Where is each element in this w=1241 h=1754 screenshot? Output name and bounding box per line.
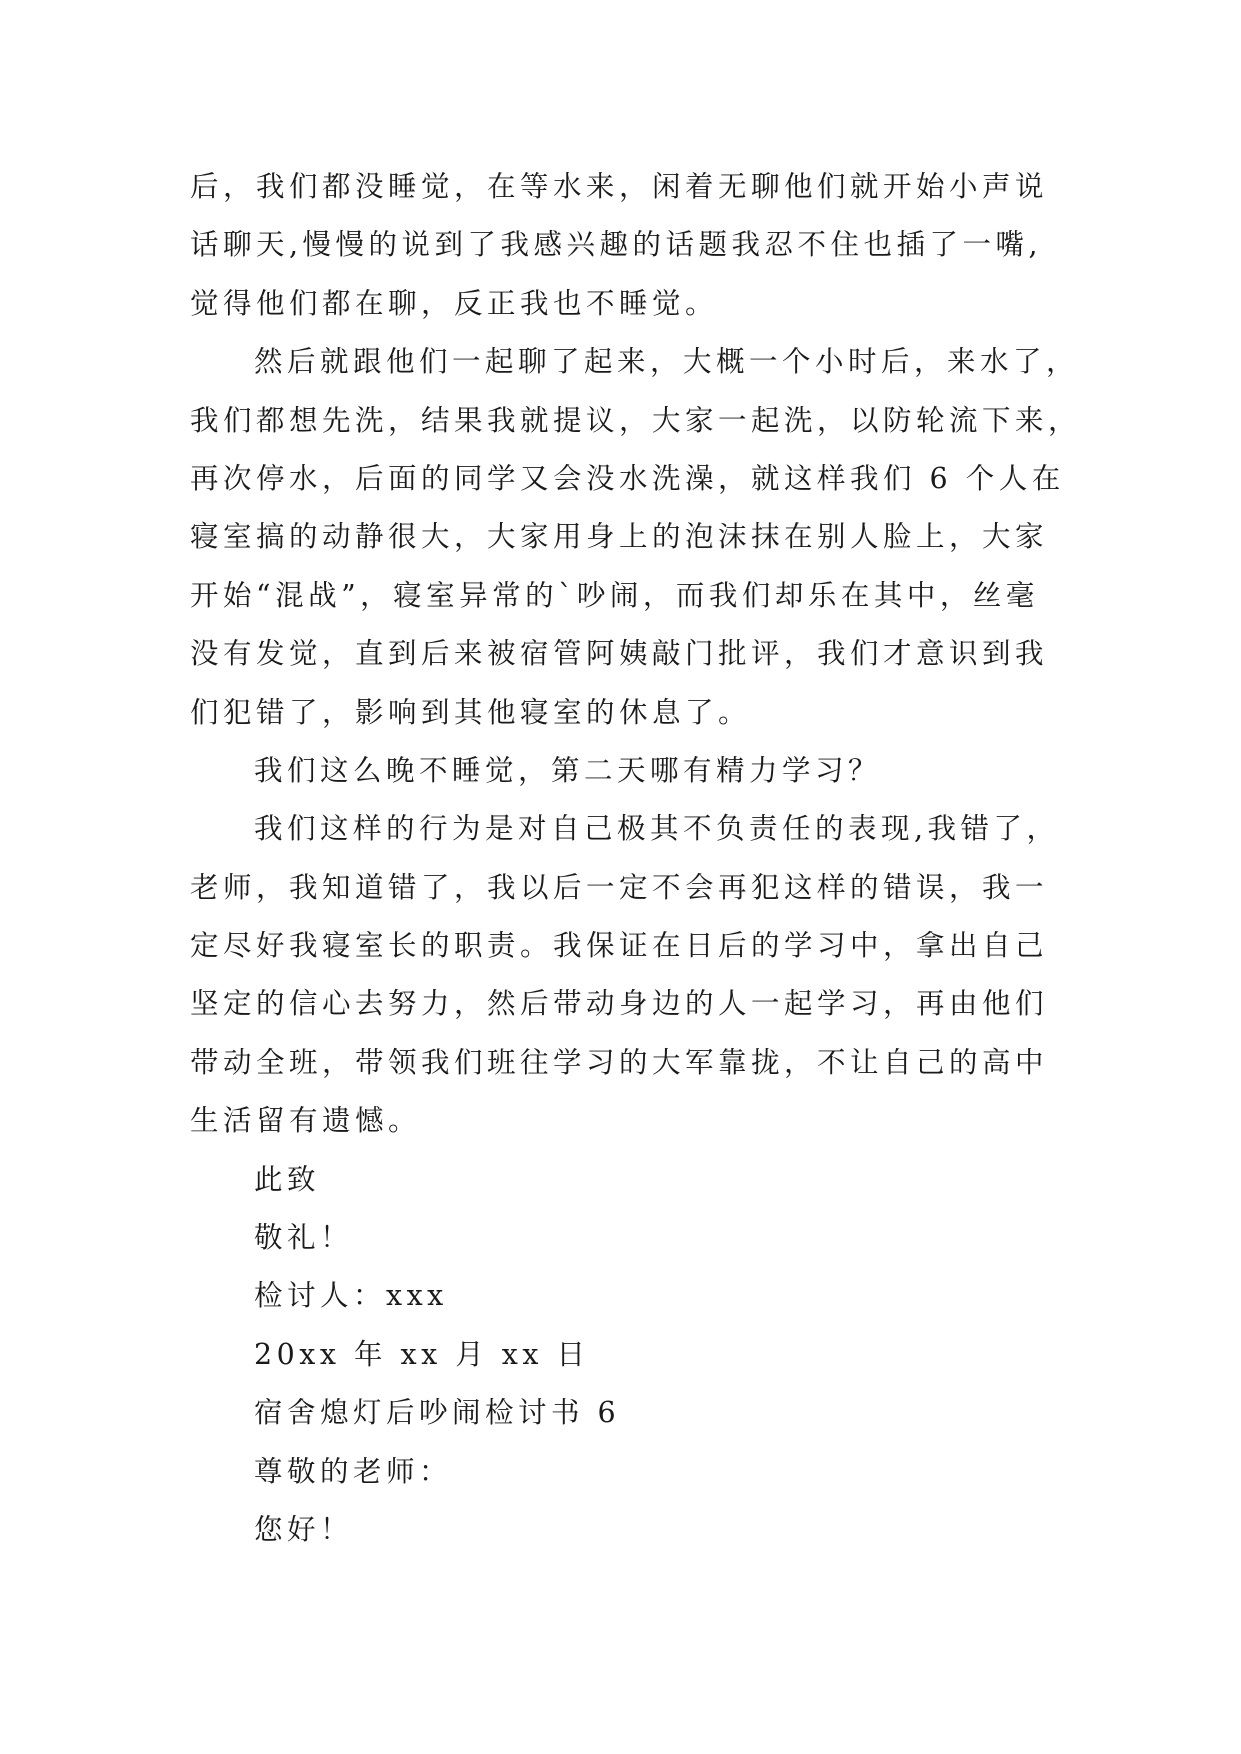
paragraph-start-line: 我们这么晚不睡觉，第二天哪有精力学习？: [254, 753, 882, 787]
text-line: 觉得他们都在聊，反正我也不睡觉。: [190, 286, 719, 320]
text-line: 话聊天,慢慢的说到了我感兴趣的话题我忍不住也插了一嘴,: [190, 228, 1043, 262]
paragraph-start-line: 尊敬的老师：: [254, 1454, 453, 1488]
paragraph-start-line: 宿舍熄灯后吵闹检讨书 6: [254, 1396, 621, 1430]
text-line: 坚定的信心去努力，然后带动身边的人一起学习，再由他们: [190, 987, 1049, 1021]
paragraph-start-line: 检讨人：xxx: [254, 1279, 448, 1313]
paragraph-start-line: 敬礼！: [254, 1221, 354, 1255]
text-line: 带动全班，带领我们班往学习的大军靠拢，不让自己的高中: [190, 1045, 1049, 1079]
paragraph-start-line: 然后就跟他们一起聊了起来，大概一个小时后，来水了，: [254, 345, 1080, 379]
text-line: 生活留有遗憾。: [190, 1104, 422, 1138]
text-line: 老师，我知道错了，我以后一定不会再犯这样的错误，我一: [190, 870, 1049, 904]
paragraph-start-line: 20xx 年 xx 月 xx 日: [254, 1337, 590, 1371]
text-line: 们犯错了，影响到其他寝室的休息了。: [190, 695, 752, 729]
text-line: 没有发觉，直到后来被宿管阿姨敲门批评，我们才意识到我: [190, 637, 1049, 671]
text-line: 我们都想先洗，结果我就提议，大家一起洗，以防轮流下来，: [190, 403, 1082, 437]
text-line: 开始“混战”，寝室异常的`吵闹，而我们却乐在其中，丝毫: [190, 578, 1039, 612]
text-line: 后，我们都没睡觉，在等水来，闲着无聊他们就开始小声说: [190, 170, 1049, 203]
paragraph-start-line: 此致: [254, 1162, 321, 1196]
document-body: [190, 158, 1090, 1559]
paragraph-start-line: 您好！: [254, 1512, 354, 1546]
text-line: 寝室搞的动静很大，大家用身上的泡沫抹在别人脸上，大家: [190, 520, 1049, 554]
text-line: 再次停水，后面的同学又会没水洗澡，就这样我们 6 个人在: [190, 461, 1065, 495]
paragraph-start-line: 我们这样的行为是对自己极其不负责任的表现,我错了，: [254, 812, 1060, 846]
text-line: 定尽好我寝室长的职责。我保证在日后的学习中，拿出自己: [190, 929, 1049, 963]
